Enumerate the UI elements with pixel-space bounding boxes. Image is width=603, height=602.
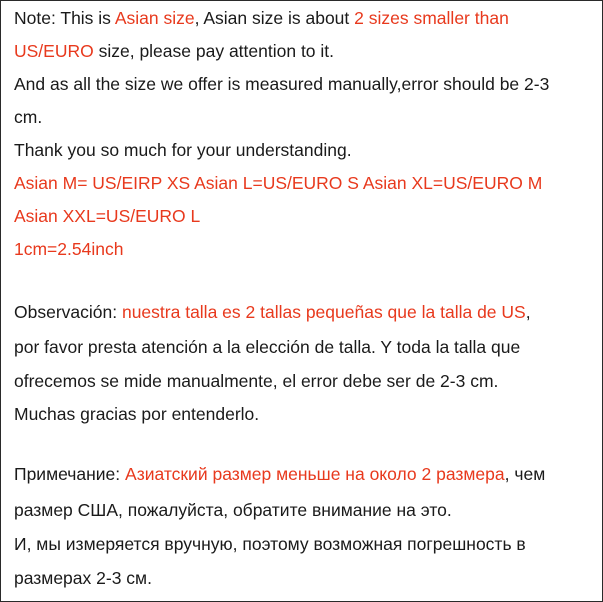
us-euro-highlight: US/EURO bbox=[14, 41, 94, 61]
russian-line-4: размерах 2-3 см. bbox=[14, 568, 152, 588]
russian-line-2: размер США, пожалуйста, обратите внимание на это. bbox=[14, 500, 452, 520]
english-line-1 bbox=[14, 8, 509, 28]
spanish-line-2: por favor presta atención a la elección de talla. Y toda la talla que bbox=[14, 337, 521, 357]
spanish-line-1 bbox=[14, 302, 531, 322]
observacion-label: Observación: bbox=[14, 302, 122, 322]
russian-line-3: И, мы измеряется вручную, поэтому возможная погрешность в bbox=[14, 534, 526, 554]
english-line-4: cm. bbox=[14, 107, 43, 127]
russian-tail-text: , чем bbox=[504, 464, 546, 484]
size-difference-highlight: 2 sizes smaller than bbox=[354, 8, 509, 28]
asian-size-highlight: Asian size bbox=[114, 8, 195, 28]
primechanie-label: Примечание: bbox=[14, 464, 126, 484]
russian-size-highlight: Азиатский размер меньше на около 2 размера bbox=[125, 464, 505, 484]
spanish-line-3: ofrecemos se mide manualmente, el error debe ser de 2-3 cm. bbox=[14, 371, 499, 391]
note-text: , Asian size is about bbox=[194, 8, 355, 28]
unit-conversion-line: 1cm=2.54inch bbox=[14, 239, 124, 259]
spanish-size-highlight: nuestra talla es 2 tallas pequeñas que la talla de US bbox=[121, 302, 526, 322]
english-line-2 bbox=[14, 41, 334, 61]
size-conversion-line-2: Asian XXL=US/EURO L bbox=[14, 206, 201, 226]
note-label: Note: This is bbox=[14, 8, 115, 28]
size-conversion-line-1: Asian M= US/EIRP XS Asian L=US/EURO S Asian XL=US/EURO M bbox=[14, 173, 543, 193]
english-line-5: Thank you so much for your understanding. bbox=[14, 140, 352, 160]
english-line-3: And as all the size we offer is measured manually,error should be 2-3 bbox=[14, 74, 550, 94]
attention-text: size, please pay attention to it. bbox=[93, 41, 335, 61]
spanish-line-4: Muchas gracias por entenderlo. bbox=[14, 404, 260, 424]
spanish-comma: , bbox=[525, 302, 531, 322]
russian-line-1 bbox=[14, 464, 545, 484]
